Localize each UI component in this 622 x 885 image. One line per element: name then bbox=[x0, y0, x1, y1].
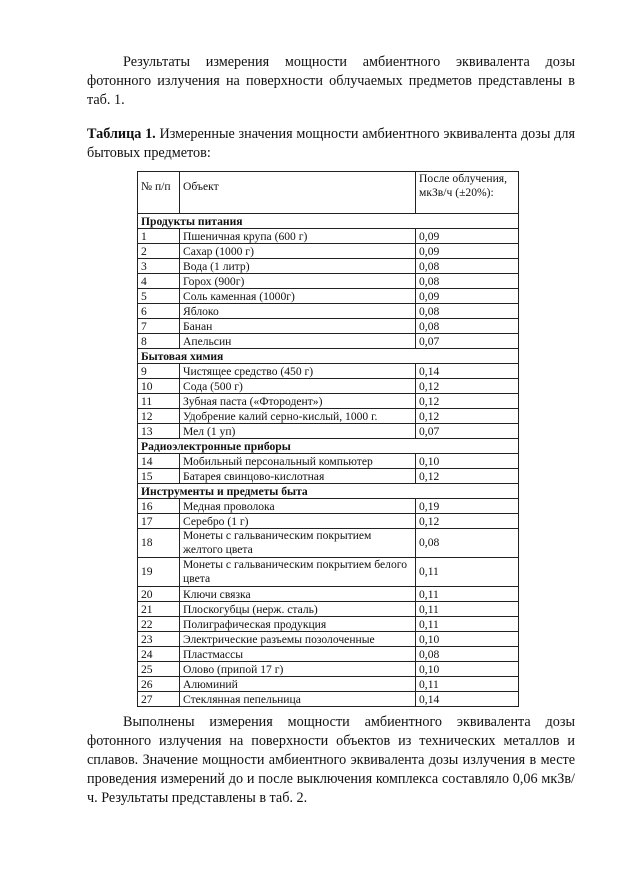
row-object: Чистящее средство (450 г) bbox=[180, 364, 416, 379]
table-row bbox=[138, 454, 519, 469]
row-object: Удобрение калий серно-кислый, 1000 г. bbox=[180, 409, 416, 424]
row-number: 6 bbox=[138, 304, 180, 319]
intro-paragraph bbox=[87, 53, 575, 110]
row-number: 13 bbox=[138, 424, 180, 439]
table-row bbox=[138, 647, 519, 662]
row-value: 0,07 bbox=[416, 334, 519, 349]
row-number: 16 bbox=[138, 499, 180, 514]
row-value: 0,12 bbox=[416, 514, 519, 529]
row-object: Пшеничная крупа (600 г) bbox=[180, 229, 416, 244]
table-caption-label: Таблица 1. bbox=[87, 126, 156, 142]
header-number: № п/п bbox=[138, 172, 180, 214]
row-number: 21 bbox=[138, 602, 180, 617]
table-row bbox=[138, 587, 519, 602]
results-paragraph bbox=[87, 713, 575, 808]
row-value: 0,08 bbox=[416, 319, 519, 334]
table-row bbox=[138, 662, 519, 677]
table-row bbox=[138, 514, 519, 529]
row-object: Мобильный персональный компьютер bbox=[180, 454, 416, 469]
row-number: 17 bbox=[138, 514, 180, 529]
row-object: Апельсин bbox=[180, 334, 416, 349]
table-row bbox=[138, 499, 519, 514]
row-number: 23 bbox=[138, 632, 180, 647]
section-title: Инструменты и предметы быта bbox=[138, 484, 519, 499]
row-number: 12 bbox=[138, 409, 180, 424]
table-row bbox=[138, 289, 519, 304]
table-row bbox=[138, 529, 519, 558]
row-object: Сахар (1000 г) bbox=[180, 244, 416, 259]
table-row bbox=[138, 259, 519, 274]
table-row bbox=[138, 304, 519, 319]
row-object: Зубная паста («Фтородент») bbox=[180, 394, 416, 409]
table-row bbox=[138, 469, 519, 484]
row-number: 24 bbox=[138, 647, 180, 662]
section-row bbox=[138, 484, 519, 499]
row-value: 0,12 bbox=[416, 379, 519, 394]
table-row bbox=[138, 692, 519, 707]
row-value: 0,11 bbox=[416, 558, 519, 587]
row-object: Банан bbox=[180, 319, 416, 334]
row-object: Стеклянная пепельница bbox=[180, 692, 416, 707]
table-body bbox=[138, 214, 519, 707]
row-value: 0,11 bbox=[416, 602, 519, 617]
table-row bbox=[138, 229, 519, 244]
section-title: Радиоэлектронные приборы bbox=[138, 439, 519, 454]
row-value: 0,08 bbox=[416, 529, 519, 558]
results-paragraph-text: Выполнены измерения мощности амбиентного эквивалента дозы фотонного излучения на поверхности объектов из технических металлов и сплавов. Значение мощности амбиентного эквивалента дозы излучения в месте проведения измерений до и после выключения комплекса составляло 0,06 мкЗв/ч. Результаты представлены в таб. 2. bbox=[87, 714, 575, 806]
row-number: 4 bbox=[138, 274, 180, 289]
table-row bbox=[138, 334, 519, 349]
row-value: 0,12 bbox=[416, 394, 519, 409]
row-value: 0,10 bbox=[416, 632, 519, 647]
row-object: Горох (900г) bbox=[180, 274, 416, 289]
row-value: 0,11 bbox=[416, 617, 519, 632]
row-number: 8 bbox=[138, 334, 180, 349]
section-row bbox=[138, 349, 519, 364]
table-row bbox=[138, 244, 519, 259]
table-row bbox=[138, 424, 519, 439]
table-row bbox=[138, 274, 519, 289]
header-value: После облучения, мкЗв/ч (±20%): bbox=[416, 172, 519, 214]
row-object: Монеты с гальваническим покрытием белого цвета bbox=[180, 558, 416, 587]
row-object: Ключи связка bbox=[180, 587, 416, 602]
row-object: Плоскогубцы (нерж. сталь) bbox=[180, 602, 416, 617]
row-number: 11 bbox=[138, 394, 180, 409]
row-value: 0,09 bbox=[416, 244, 519, 259]
row-object: Яблоко bbox=[180, 304, 416, 319]
row-value: 0,08 bbox=[416, 304, 519, 319]
row-object: Соль каменная (1000г) bbox=[180, 289, 416, 304]
row-number: 27 bbox=[138, 692, 180, 707]
row-value: 0,19 bbox=[416, 499, 519, 514]
row-value: 0,10 bbox=[416, 454, 519, 469]
table-row bbox=[138, 677, 519, 692]
table-row bbox=[138, 558, 519, 587]
row-object: Вода (1 литр) bbox=[180, 259, 416, 274]
row-value: 0,08 bbox=[416, 274, 519, 289]
table-row bbox=[138, 379, 519, 394]
row-number: 20 bbox=[138, 587, 180, 602]
row-object: Монеты с гальваническим покрытием желтого цвета bbox=[180, 529, 416, 558]
row-object: Батарея свинцово-кислотная bbox=[180, 469, 416, 484]
row-number: 9 bbox=[138, 364, 180, 379]
row-number: 26 bbox=[138, 677, 180, 692]
row-object: Электрические разъемы позолоченные bbox=[180, 632, 416, 647]
row-value: 0,12 bbox=[416, 409, 519, 424]
table-row bbox=[138, 394, 519, 409]
row-number: 7 bbox=[138, 319, 180, 334]
table-row bbox=[138, 632, 519, 647]
table-row bbox=[138, 602, 519, 617]
row-object: Сода (500 г) bbox=[180, 379, 416, 394]
row-object: Полиграфическая продукция bbox=[180, 617, 416, 632]
row-value: 0,14 bbox=[416, 692, 519, 707]
row-value: 0,12 bbox=[416, 469, 519, 484]
row-value: 0,08 bbox=[416, 647, 519, 662]
row-number: 2 bbox=[138, 244, 180, 259]
row-number: 22 bbox=[138, 617, 180, 632]
table-caption-text: Измеренные значения мощности амбиентного эквивалента дозы для бытовых предметов: bbox=[87, 126, 575, 161]
row-value: 0,10 bbox=[416, 662, 519, 677]
header-object: Объект bbox=[180, 172, 416, 214]
row-number: 5 bbox=[138, 289, 180, 304]
row-number: 3 bbox=[138, 259, 180, 274]
row-number: 1 bbox=[138, 229, 180, 244]
row-value: 0,07 bbox=[416, 424, 519, 439]
row-object: Медная проволока bbox=[180, 499, 416, 514]
table-header-row bbox=[138, 172, 519, 214]
measurements-table bbox=[137, 171, 519, 707]
table-row bbox=[138, 364, 519, 379]
table-caption bbox=[87, 125, 575, 163]
row-object: Мел (1 уп) bbox=[180, 424, 416, 439]
row-value: 0,11 bbox=[416, 587, 519, 602]
table-row bbox=[138, 319, 519, 334]
section-title: Бытовая химия bbox=[138, 349, 519, 364]
row-number: 15 bbox=[138, 469, 180, 484]
row-number: 14 bbox=[138, 454, 180, 469]
row-object: Олово (припой 17 г) bbox=[180, 662, 416, 677]
row-value: 0,08 bbox=[416, 259, 519, 274]
section-title: Продукты питания bbox=[138, 214, 519, 229]
row-object: Алюминий bbox=[180, 677, 416, 692]
row-value: 0,14 bbox=[416, 364, 519, 379]
row-object: Пластмассы bbox=[180, 647, 416, 662]
row-value: 0,09 bbox=[416, 229, 519, 244]
intro-paragraph-text: Результаты измерения мощности амбиентного эквивалента дозы фотонного излучения на поверхности облучаемых предметов представлены в таб. 1. bbox=[87, 54, 575, 108]
row-value: 0,11 bbox=[416, 677, 519, 692]
table-row bbox=[138, 409, 519, 424]
table-row bbox=[138, 617, 519, 632]
section-row bbox=[138, 439, 519, 454]
row-number: 18 bbox=[138, 529, 180, 558]
row-object: Серебро (1 г) bbox=[180, 514, 416, 529]
row-value: 0,09 bbox=[416, 289, 519, 304]
section-row bbox=[138, 214, 519, 229]
row-number: 19 bbox=[138, 558, 180, 587]
row-number: 10 bbox=[138, 379, 180, 394]
row-number: 25 bbox=[138, 662, 180, 677]
